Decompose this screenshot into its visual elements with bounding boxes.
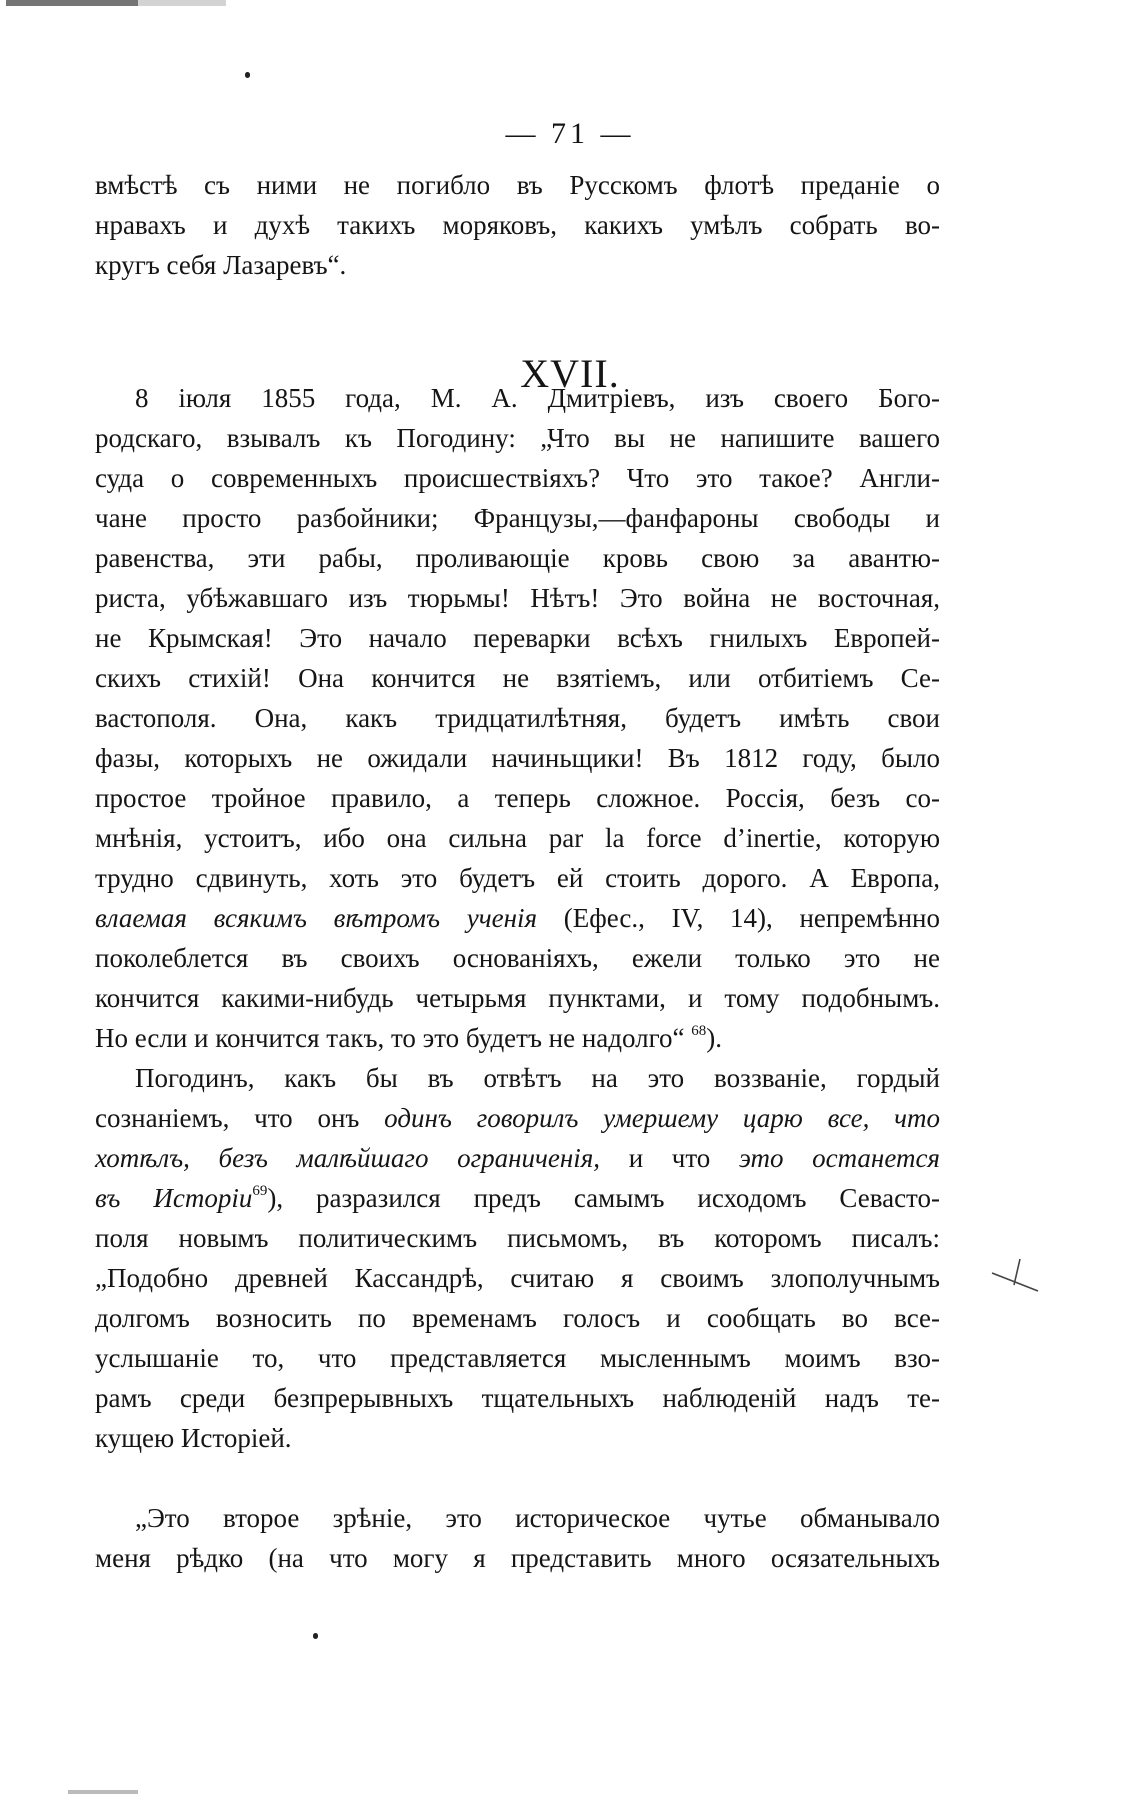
text-line: фазы, которыхъ не ожидали начиньщики! Въ 1812 году, было xyxy=(95,743,940,773)
carryover-paragraph xyxy=(95,165,940,285)
text-line xyxy=(95,1018,940,1058)
text-line: не Крымская! Это начало переварки всѣхъ гнилыхъ Европей- xyxy=(95,623,940,653)
text-line: услышаніе то, что представляется мысленнымъ моимъ взо- xyxy=(95,1343,940,1373)
text-line: трудно сдвинуть, хоть это будетъ ей стоить дорого. А Европа, xyxy=(95,863,940,893)
text-line: суда о современныхъ происшествіяхъ? Что это такое? Англи- xyxy=(95,463,940,493)
text-line: поля новымъ политическимъ письмомъ, въ которомъ писалъ: xyxy=(95,1223,940,1253)
text-line: кущею Исторіей. xyxy=(95,1423,292,1453)
text-line: риста, убѣжавшаго изъ тюрьмы! Нѣтъ! Это война не восточная, xyxy=(95,583,940,613)
paragraph-dmitriev-letter xyxy=(95,378,940,1058)
text-line: рамъ среди безпрерывныхъ тщательныхъ наблюденій надъ те- xyxy=(95,1383,940,1413)
text-line: поколеблется въ своихъ основаніяхъ, ежели только это не xyxy=(95,943,940,973)
text-line: „Подобно древней Кассандрѣ, считаю я своимъ злополучнымъ xyxy=(95,1263,940,1293)
text-fragment: и что xyxy=(600,1143,739,1173)
text-line xyxy=(95,1098,940,1138)
text-line: долгомъ возносить по временамъ голосъ и сообщать во все- xyxy=(95,1303,940,1333)
text-line: родскаго, взывалъ къ Погодину: „Что вы не напишите вашего xyxy=(95,423,940,453)
text-line xyxy=(95,1178,940,1218)
text-line: меня рѣдко (на что могу я представить много осязательныхъ xyxy=(95,1543,940,1573)
text-line xyxy=(95,1138,940,1178)
text-fragment: ), разразился предъ самымъ исходомъ Севасто- xyxy=(267,1183,940,1213)
page-number: — 71 — xyxy=(505,117,635,150)
text-fragment: сознаніемъ, что онъ xyxy=(95,1103,385,1133)
text-line: Погодинъ, какъ бы въ отвѣтъ на это воззваніе, гордый xyxy=(135,1063,940,1093)
ink-speck xyxy=(313,1633,318,1639)
scan-edge-mark xyxy=(68,1790,138,1794)
paragraph-second-sight xyxy=(95,1498,940,1578)
text-line: равенства, эти рабы, проливающіе кровь свою за авантю- xyxy=(95,543,940,573)
italic-quote: это останется xyxy=(738,1143,940,1173)
footnote-ref-68: 68 xyxy=(691,1023,707,1039)
ink-speck xyxy=(245,72,250,78)
text-fragment: Но если и кончится такъ, то это будетъ не надолго“ xyxy=(95,1023,692,1053)
text-line: нравахъ и духѣ такихъ моряковъ, какихъ умѣлъ собрать во- xyxy=(95,210,940,240)
text-line xyxy=(95,898,940,938)
text-line: „Это второе зрѣніе, это историческое чутье обманывало xyxy=(135,1503,940,1533)
text-line: вастополя. Она, какъ тридцатилѣтняя, будетъ имѣть свои xyxy=(95,703,940,733)
section-heading: XVII. xyxy=(520,351,620,396)
italic-quote: одинъ говорилъ умершему царю все, что xyxy=(384,1103,940,1133)
footnote-ref-69: 69 xyxy=(252,1183,268,1199)
text-line: кругъ себя Лазаревъ“. xyxy=(95,250,347,280)
italic-quote: хотѣлъ, безъ малѣйшаго ограниченія, xyxy=(95,1143,601,1173)
pencil-margin-mark-icon xyxy=(990,1255,1040,1295)
scan-edge-mark xyxy=(6,0,226,6)
text-line: 8 іюля 1855 года, М. А. Дмитріевъ, изъ своего Бого- xyxy=(135,383,940,413)
text-line: скихъ стихій! Она кончится не взятіемъ, или отбитіемъ Се- xyxy=(95,663,940,693)
paragraph-pogodin-reply xyxy=(95,1058,940,1458)
text-line: кончится какими-нибудь четырьмя пунктами, и тому подобнымъ. xyxy=(95,983,940,1013)
text-fragment: ). xyxy=(706,1023,723,1053)
italic-quote: въ Исторіи xyxy=(95,1183,253,1213)
text-fragment: (Ефес., IV, 14), непремѣнно xyxy=(537,903,940,933)
text-line: простое тройное правило, а теперь сложное. Россія, безъ со- xyxy=(95,783,940,813)
text-line: чане просто разбойники; Французы,—фанфароны свободы и xyxy=(95,503,940,533)
text-line: мнѣнія, устоитъ, ибо она сильна par la force d’inertie, которую xyxy=(95,823,940,853)
text-line: вмѣстѣ съ ними не погибло въ Русскомъ флотѣ преданіе о xyxy=(95,170,940,200)
italic-quote: влаемая всякимъ вѣтромъ ученія xyxy=(95,903,538,933)
